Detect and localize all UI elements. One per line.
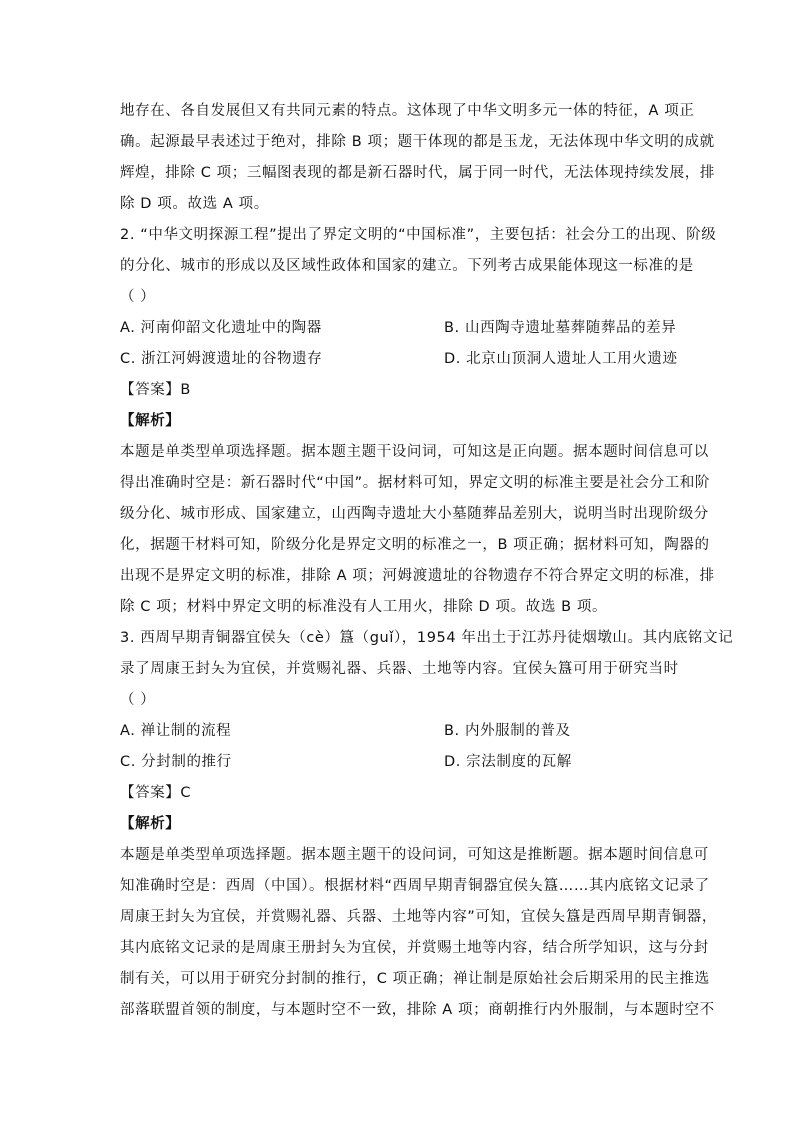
q2-analysis-line-4: 化，据题干材料可知，阶级分化是界定文明的标准之一，B 项正确；据材料可知，陶器的 (120, 537, 710, 553)
q2-analysis-label: 【解析】 (120, 413, 181, 429)
q3-option-c: C. 分封制的推行 (120, 754, 232, 770)
q3-stem-line-2: 录了周康王封夨为宜侯，并赏赐礼器、兵器、土地等内容。宜侯夨簋可用于研究当时 (120, 661, 679, 677)
q2-option-a: A. 河南仰韶文化遗址中的陶器 (120, 320, 322, 336)
q3-analysis-line-5: 制有关，可以用于研究分封制的推行，C 项正确；禅让制是原始社会后期采用的民主推选 (120, 971, 710, 987)
q3-option-a: A. 禅让制的流程 (120, 723, 232, 739)
q2-answer: 【答案】B (120, 382, 191, 398)
q2-option-c: C. 浙江河姆渡遗址的谷物遗存 (120, 351, 323, 367)
q2-analysis-line-6: 除 C 项；材料中界定文明的标准没有人工用火，排除 D 项。故选 B 项。 (120, 599, 608, 615)
q3-option-b: B. 内外服制的普及 (444, 723, 571, 739)
intro-line-4: 除 D 项。故选 A 项。 (120, 196, 269, 212)
q2-analysis-line-3: 级分化、城市形成、国家建立，山西陶寺遗址大小墓随葬品差别大，说明当时出现阶级分 (120, 506, 709, 522)
q2-analysis-line-2: 得出准确时空是：新石器时代“中国”。据材料可知，界定文明的标准主要是社会分工和阶 (120, 475, 711, 491)
q3-answer: 【答案】C (120, 785, 192, 801)
q2-analysis-line-5: 出现不是界定文明的标准，排除 A 项；河姆渡遗址的谷物遗存不符合界定文明的标准，排 (120, 568, 715, 584)
q2-stem-line-2: 的分化、城市的形成以及区域性政体和国家的建立。下列考古成果能体现这一标准的是 (120, 258, 694, 274)
q3-analysis-label: 【解析】 (120, 816, 181, 832)
q3-stem-line-1: 3. 西周早期青铜器宜侯夨（cè）簋（guǐ），1954 年出土于江苏丹徒烟墩山。其内底铭文记 (120, 630, 734, 646)
q2-option-b: B. 山西陶寺遗址墓葬随葬品的差异 (444, 320, 677, 336)
intro-line-3: 辉煌，排除 C 项；三幅图表现的都是新石器时代，属于同一时代，无法体现持续发展，排 (120, 165, 715, 181)
q3-analysis-line-4: 其内底铭文记录的是周康王册封夨为宜侯，并赏赐土地等内容，结合所学知识，这与分封 (120, 940, 709, 956)
q3-analysis-line-6: 部落联盟首领的制度，与本题时空不一致，排除 A 项；商朝推行内外服制，与本题时空不 (120, 1002, 715, 1018)
q3-option-d: D. 宗法制度的瓦解 (444, 754, 572, 770)
q3-analysis-line-3: 周康王封夨为宜侯，并赏赐礼器、兵器、土地等内容”可知，宜侯夨簋是西周早期青铜器， (120, 909, 718, 925)
q2-stem-line-1: 2. “中华文明探源工程”提出了界定文明的“中国标准”，主要包括：社会分工的出现、阶级 (120, 227, 717, 243)
intro-line-2: 确。起源最早表述过于绝对，排除 B 项；题干体现的都是玉龙，无法体现中华文明的成就 (120, 134, 715, 150)
q3-analysis-line-1: 本题是单类型单项选择题。据本题主题干的设问词，可知这是推断题。据本题时间信息可 (120, 847, 709, 863)
q2-analysis-line-1: 本题是单类型单项选择题。据本题主题干设问词，可知这是正向题。据本题时间信息可以 (120, 444, 709, 460)
intro-line-1: 地存在、各自发展但又有共同元素的特点。这体现了中华文明多元一体的特征，A 项正 (120, 103, 695, 119)
q2-stem-line-3: （ ） (120, 289, 156, 305)
q2-option-d: D. 北京山顶洞人遗址人工用火遗迹 (444, 351, 678, 367)
q3-analysis-line-2: 知准确时空是：西周（中国）。根据材料“西周早期青铜器宜侯夨簋……其内底铭文记录了 (120, 878, 710, 894)
q3-stem-line-3: （ ） (120, 692, 156, 708)
